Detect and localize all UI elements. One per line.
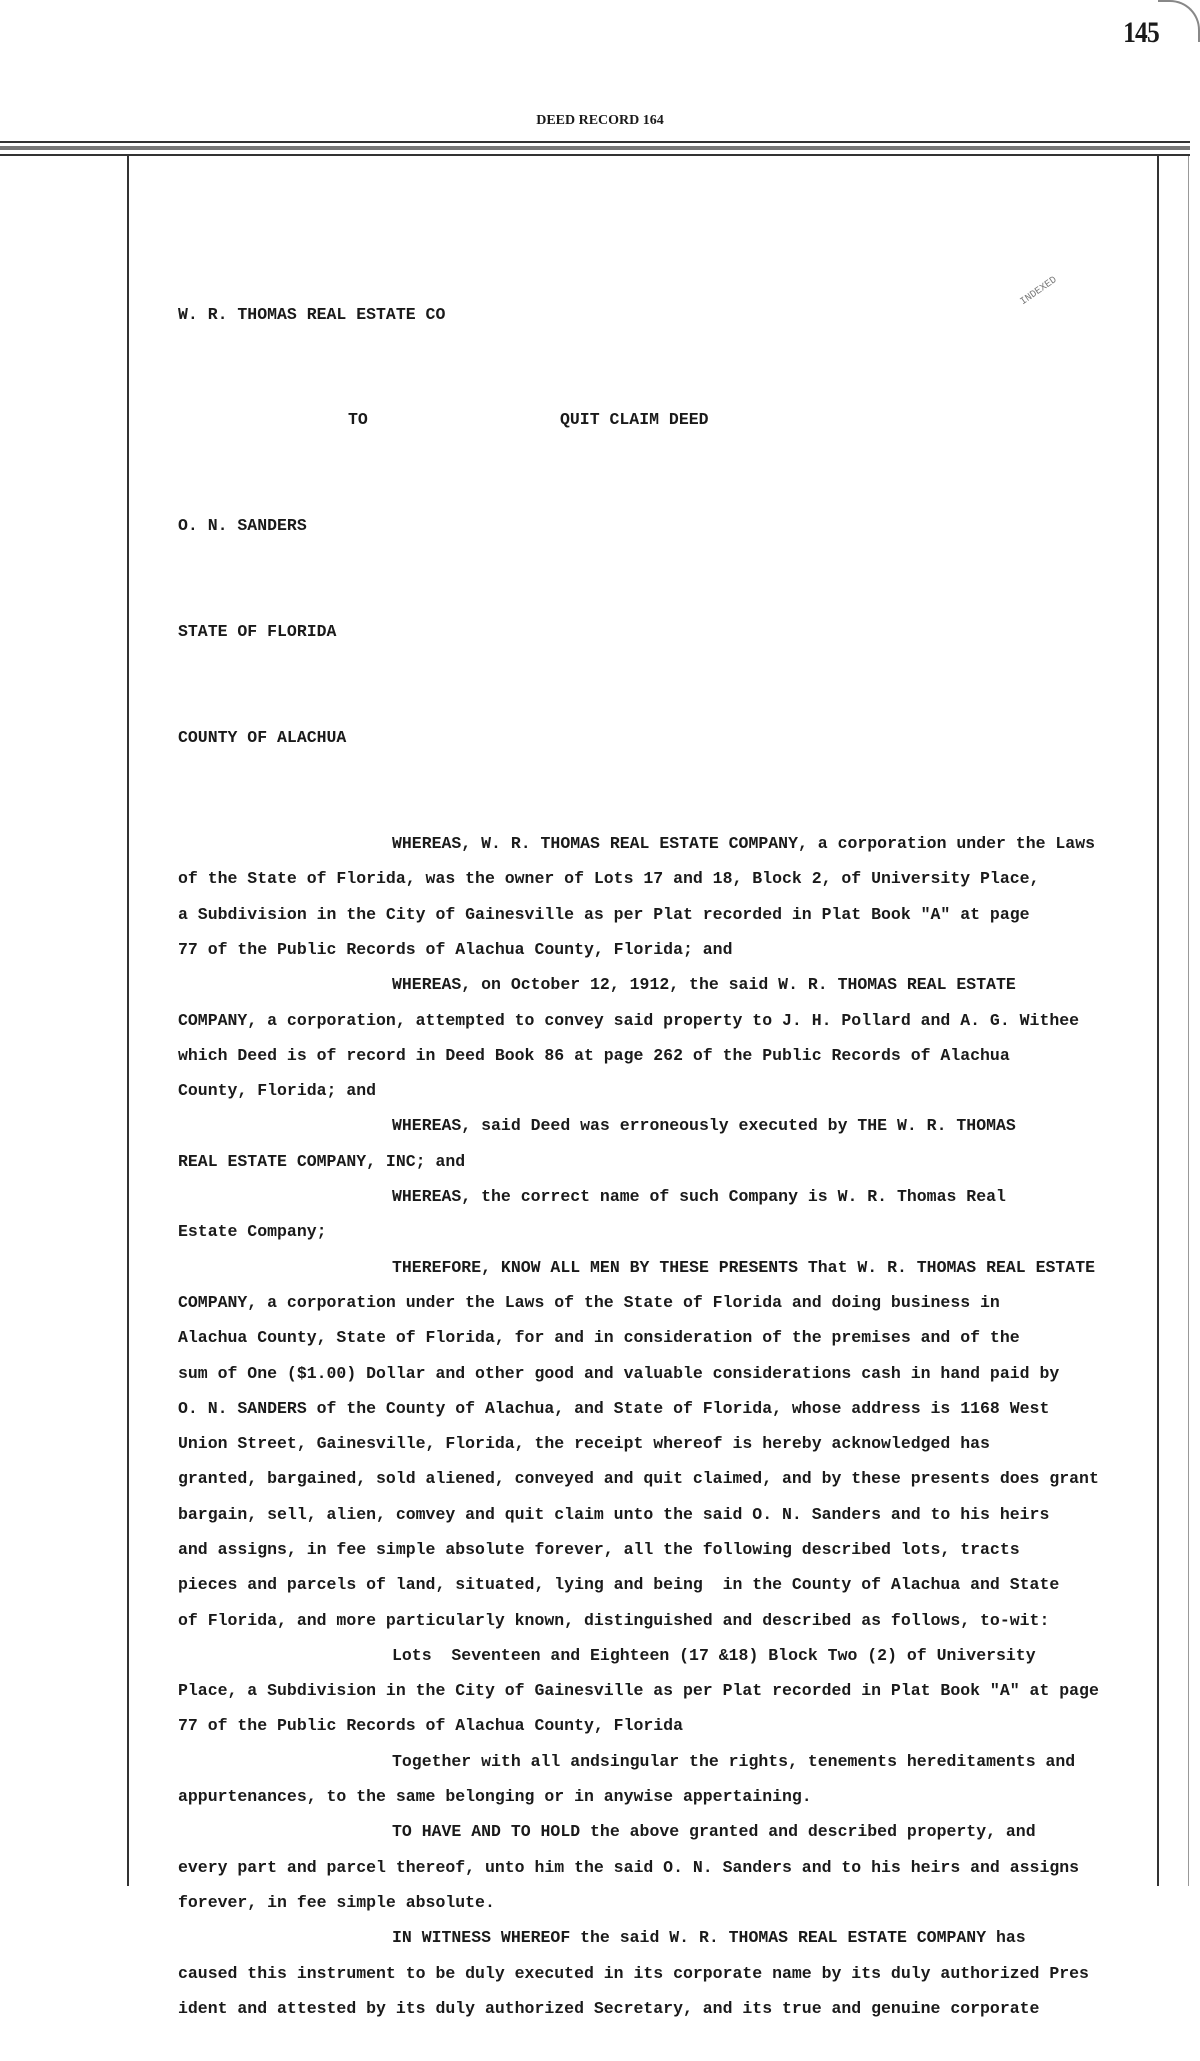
page-corner	[1158, 0, 1200, 42]
text-line: every part and parcel thereof, unto him the said O. N. Sanders and to his heirs and assigns	[178, 1857, 1080, 1877]
text-line: granted, bargained, sold aliened, conveyed and quit claimed, and by these presents does grant	[178, 1469, 1099, 1489]
text-line: forever, in fee simple absolute.	[178, 1892, 495, 1912]
text-line: a Subdivision in the City of Gainesville as per Plat recorded in Plat Book "A" at page	[178, 904, 1030, 924]
text-line: IN WITNESS WHEREOF the said W. R. THOMAS REAL ESTATE COMPANY has	[392, 1928, 1026, 1948]
text-line: which Deed is of record in Deed Book 86 at page 262 of the Public Records of Alachua	[178, 1045, 1010, 1065]
text-line: 77 of the Public Records of Alachua County, Florida	[178, 1716, 683, 1736]
header-rule-bottom	[0, 154, 1190, 156]
text-line: WHEREAS, W. R. THOMAS REAL ESTATE COMPANY, a corporation under the Laws	[392, 834, 1096, 854]
text-line: of Florida, and more particularly known, distinguished and described as follows, to-wit:	[178, 1610, 1050, 1630]
text-line: REAL ESTATE COMPANY, INC; and	[178, 1151, 466, 1171]
text-line: COMPANY, a corporation, attempted to convey said property to J. H. Pollard and A. G. Withee	[178, 1010, 1080, 1030]
left-margin-line	[127, 156, 129, 1886]
text-line: TO HAVE AND TO HOLD the above granted and described property, and	[392, 1822, 1036, 1842]
text-line: WHEREAS, the correct name of such Company is W. R. Thomas Real	[392, 1187, 1006, 1207]
text-line: County, Florida; and	[178, 1081, 377, 1101]
deed-text	[178, 826, 1178, 2026]
to-label: TO	[348, 410, 368, 430]
page-edge-line	[1188, 156, 1189, 1886]
text-line: WHEREAS, said Deed was erroneously executed by THE W. R. THOMAS	[392, 1116, 1016, 1136]
text-line: WHEREAS, on October 12, 1912, the said W. R. THOMAS REAL ESTATE	[392, 975, 1016, 995]
header-rule-top	[0, 141, 1190, 143]
text-line: 77 of the Public Records of Alachua County, Florida; and	[178, 939, 733, 959]
deed-title: QUIT CLAIM DEED	[560, 410, 709, 430]
text-line: caused this instrument to be duly executed in its corporate name by its duly authorized Pres	[178, 1963, 1089, 1983]
text-line: pieces and parcels of land, situated, lying and being in the County of Alachua and State	[178, 1575, 1060, 1595]
text-line: bargain, sell, alien, comvey and quit claim unto the said O. N. Sanders and to his heirs	[178, 1504, 1050, 1524]
county: COUNTY OF ALACHUA	[178, 728, 347, 748]
text-line: THEREFORE, KNOW ALL MEN BY THESE PRESENTS That W. R. THOMAS REAL ESTATE	[392, 1257, 1096, 1277]
text-line: ident and attested by its duly authorized Secretary, and its true and genuine corporate	[178, 1998, 1040, 2018]
text-line: Estate Company;	[178, 1222, 327, 1242]
header-rule-middle	[0, 146, 1190, 150]
text-line: Together with all andsingular the rights, tenements hereditaments and	[392, 1751, 1076, 1771]
to-title-line	[178, 402, 1178, 437]
text-line: sum of One ($1.00) Dollar and other good and valuable considerations cash in hand paid by	[178, 1363, 1060, 1383]
text-line: Place, a Subdivision in the City of Gainesville as per Plat recorded in Plat Book "A" at page	[178, 1681, 1099, 1701]
text-line: Union Street, Gainesville, Florida, the receipt whereof is hereby acknowledged has	[178, 1434, 990, 1454]
grantor: W. R. THOMAS REAL ESTATE CO	[178, 304, 446, 324]
state: STATE OF FLORIDA	[178, 622, 337, 642]
indexed-stamp: INDEXED	[1018, 274, 1060, 309]
grantee: O. N. SANDERS	[178, 516, 307, 536]
text-line: appurtenances, to the same belonging or in anywise appertaining.	[178, 1787, 812, 1807]
text-line: Alachua County, State of Florida, for and in consideration of the premises and of the	[178, 1328, 1020, 1348]
text-line: Lots Seventeen and Eighteen (17 &18) Block Two (2) of University	[392, 1645, 1036, 1665]
page-number: 145	[1123, 16, 1159, 49]
text-line: and assigns, in fee simple absolute forever, all the following described lots, tracts	[178, 1539, 1020, 1559]
running-header: DEED RECORD 164	[536, 113, 664, 128]
text-line: of the State of Florida, was the owner of Lots 17 and 18, Block 2, of University Place,	[178, 869, 1040, 889]
text-line: COMPANY, a corporation under the Laws of the State of Florida and doing business in	[178, 1292, 1000, 1312]
text-line: O. N. SANDERS of the County of Alachua, and State of Florida, whose address is 1168 West	[178, 1398, 1050, 1418]
deed-body	[178, 226, 1178, 2061]
